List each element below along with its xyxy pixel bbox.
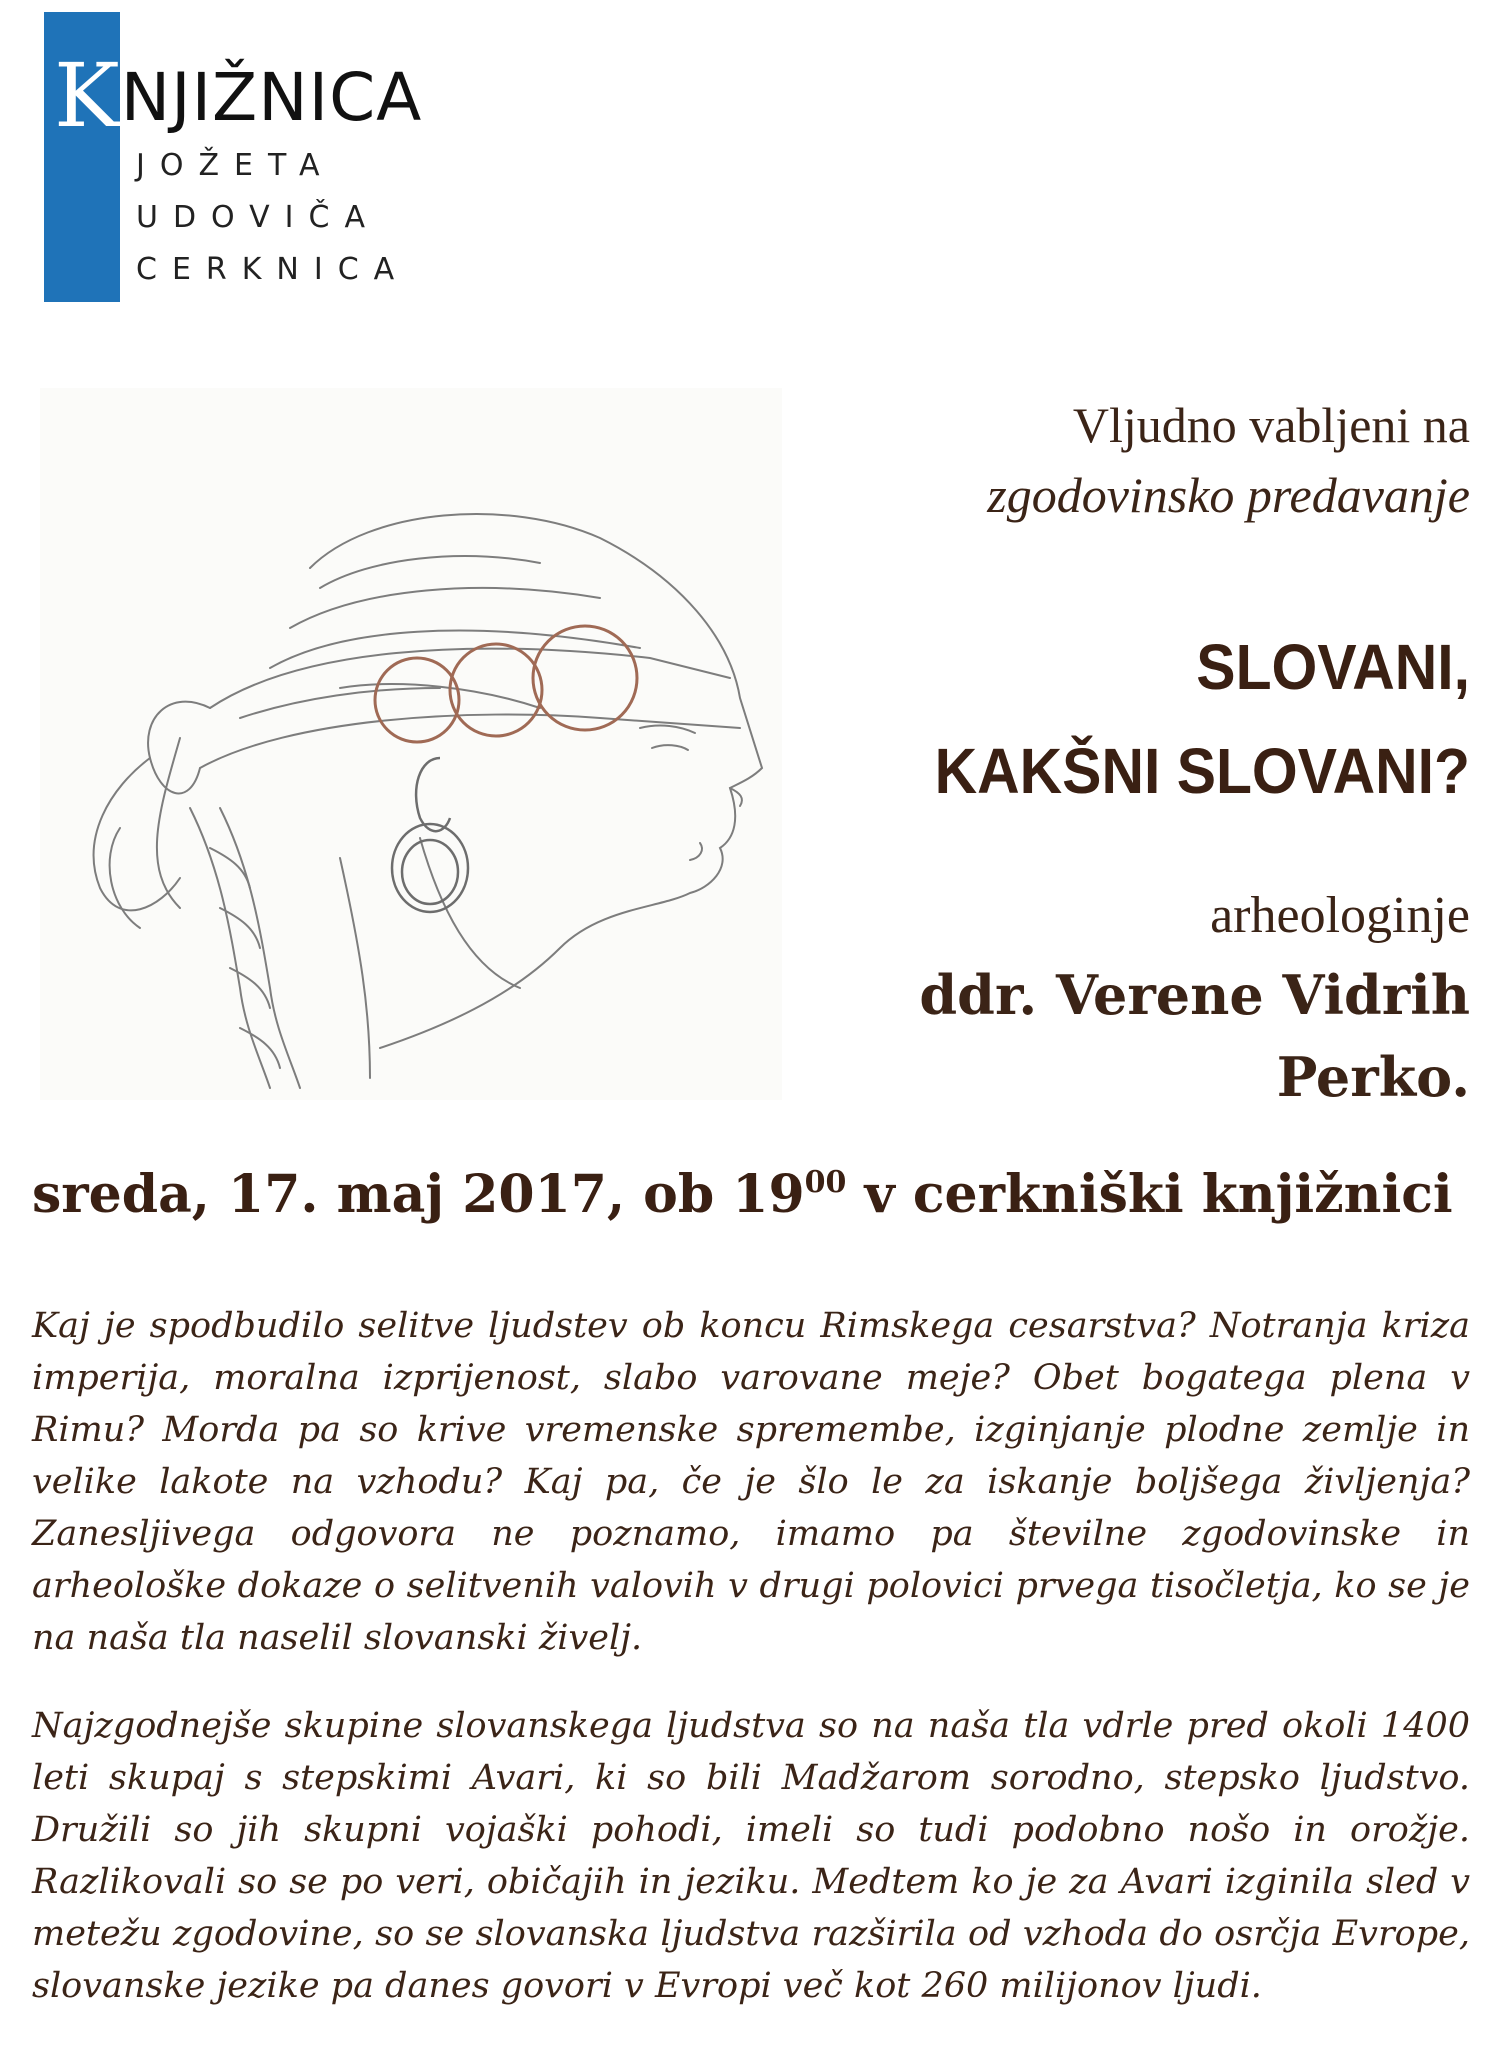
logo-line-1: JOŽETA bbox=[136, 148, 335, 183]
intro-line-2: zgodovinsko predavanje bbox=[987, 467, 1470, 523]
logo-line-3: CERKNICA bbox=[136, 252, 410, 287]
logo-initial: K bbox=[54, 44, 121, 147]
speaker-name-line-2: Perko. bbox=[1276, 1045, 1470, 1109]
body-paragraph-1: Kaj je spodbudilo selitve ljudstev ob koncu Rimskega cesarstva? Notranja kriza imperija, moralna izprijenost, slabo varovane meje? Obet bogatega plena v Rimu? Morda pa so krive vremenske spremembe, izginjanje plodne zemlje in velike lakote na vzhodu? Kaj pa, če je šlo le za iskanje boljšega življenja? Zanesljivega odgovora ne poznamo, imamo pa številne zgodovinske in arheološke dokaze o selitvenih valovih v drugi polovici prvega tisočletja, ko se je na naša tla naselil slovanski živelj. bbox=[32, 1306, 1470, 1658]
speaker-name-line-1: ddr. Verene Vidrih bbox=[919, 963, 1470, 1027]
event-time-minutes: 00 bbox=[804, 1165, 847, 1200]
speaker-block bbox=[770, 878, 1470, 1118]
logo-line-2: UDOVIČA bbox=[136, 200, 380, 235]
library-logo bbox=[44, 12, 423, 302]
event-date: sreda, 17. maj 2017, ob 19 bbox=[32, 1164, 805, 1225]
portrait-sketch bbox=[40, 388, 782, 1100]
logo-title bbox=[54, 44, 423, 147]
invitation-intro bbox=[770, 390, 1470, 530]
body-paragraph-2: Najzgodnejše skupine slovanskega ljudstva so na naša tla vdrle pred okoli 1400 leti skupaj s stepskimi Avari, ki so bili Madžarom sorodno, stepsko ljudstvo. Družili so jih skupni vojaški pohodi, imeli so tudi podobno nošo in orožje. Razlikovali so se po veri, običajih in jeziku. Medtem ko je za Avari izginila sled v metežu zgodovine, so se slovanska ljudstva razširila od vzhoda do osrčja Evrope, slovanske jezike pa danes govori v Evropi več kot 260 milijonov ljudi. bbox=[32, 1706, 1470, 2006]
event-location: v cerkniški knjižnici bbox=[846, 1164, 1453, 1225]
lecture-title bbox=[771, 615, 1470, 823]
portrait-illustration bbox=[40, 388, 782, 1100]
intro-line-1: Vljudno vabljeni na bbox=[1072, 397, 1470, 453]
title-line-1: SLOVANI, bbox=[1196, 631, 1470, 703]
logo-title-rest: NJIŽNICA bbox=[120, 59, 423, 136]
title-line-2: KAKŠNI SLOVANI? bbox=[934, 735, 1470, 807]
event-date-line bbox=[32, 1164, 1453, 1225]
speaker-role: arheologinje bbox=[1210, 887, 1470, 944]
